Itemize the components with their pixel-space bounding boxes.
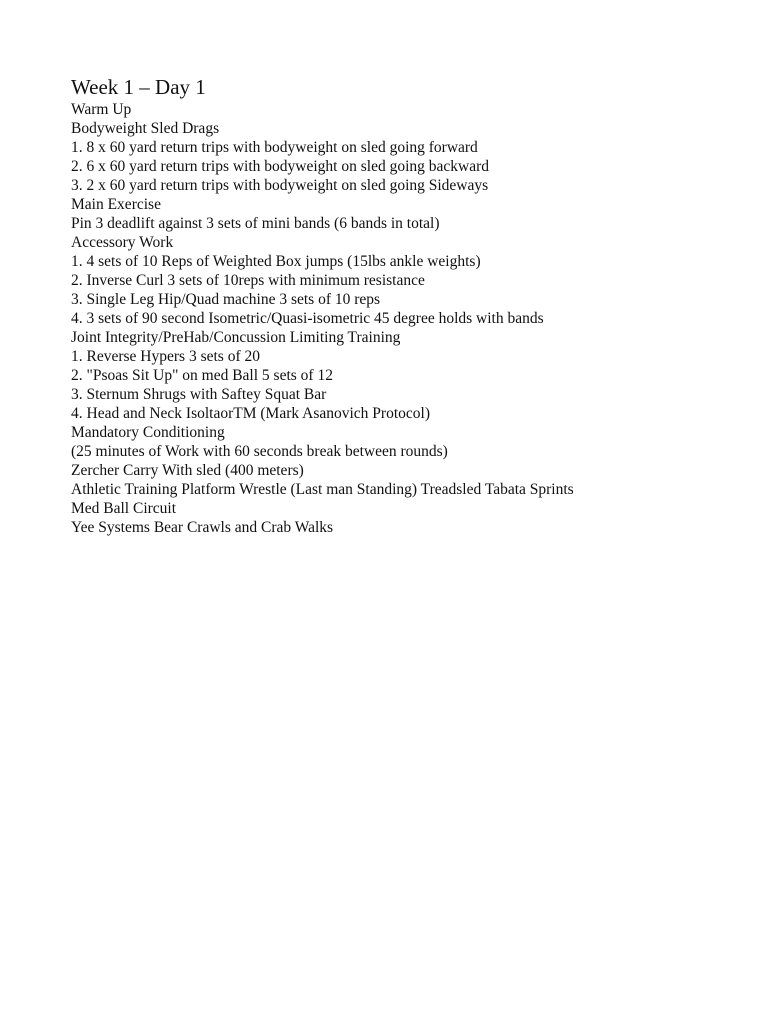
list-item: 2. "Psoas Sit Up" on med Ball 5 sets of 12 [71, 367, 333, 384]
conditioning-note: (25 minutes of Work with 60 seconds break between rounds) [71, 443, 448, 460]
list-item: Yee Systems Bear Crawls and Crab Walks [71, 519, 334, 536]
list-item: Med Ball Circuit [71, 500, 177, 517]
list-item: 3. 2 x 60 yard return trips with bodyweight on sled going Sideways [71, 177, 489, 194]
list-item: 2. 6 x 60 yard return trips with bodyweight on sled going backward [71, 158, 489, 175]
list-item: 3. Single Leg Hip/Quad machine 3 sets of 10 reps [71, 291, 381, 308]
list-item: Pin 3 deadlift against 3 sets of mini bands (6 bands in total) [71, 215, 440, 232]
list-item: 1. 8 x 60 yard return trips with bodyweight on sled going forward [71, 139, 478, 156]
section-heading-joint-integrity: Joint Integrity/PreHab/Concussion Limiting Training [71, 329, 401, 346]
list-item: 1. Reverse Hypers 3 sets of 20 [71, 348, 260, 365]
list-item: 2. Inverse Curl 3 sets of 10reps with minimum resistance [71, 272, 425, 289]
list-item: 4. Head and Neck IsoltaorTM (Mark Asanovich Protocol) [71, 405, 430, 422]
document-page [71, 74, 731, 537]
list-item: Athletic Training Platform Wrestle (Last man Standing) Treadsled Tabata Sprints [71, 481, 574, 498]
section-heading-warm-up: Warm Up [71, 101, 132, 118]
list-item: 1. 4 sets of 10 Reps of Weighted Box jumps (15lbs ankle weights) [71, 253, 481, 270]
subheading-bodyweight-sled-drags: Bodyweight Sled Drags [71, 120, 220, 137]
section-heading-accessory-work: Accessory Work [71, 234, 174, 251]
section-heading-main-exercise: Main Exercise [71, 196, 161, 213]
list-item: 3. Sternum Shrugs with Saftey Squat Bar [71, 386, 327, 403]
document-title: Week 1 – Day 1 [71, 75, 206, 99]
list-item: 4. 3 sets of 90 second Isometric/Quasi-isometric 45 degree holds with bands [71, 310, 544, 327]
list-item: Zercher Carry With sled (400 meters) [71, 462, 304, 479]
section-heading-mandatory-conditioning: Mandatory Conditioning [71, 424, 225, 441]
